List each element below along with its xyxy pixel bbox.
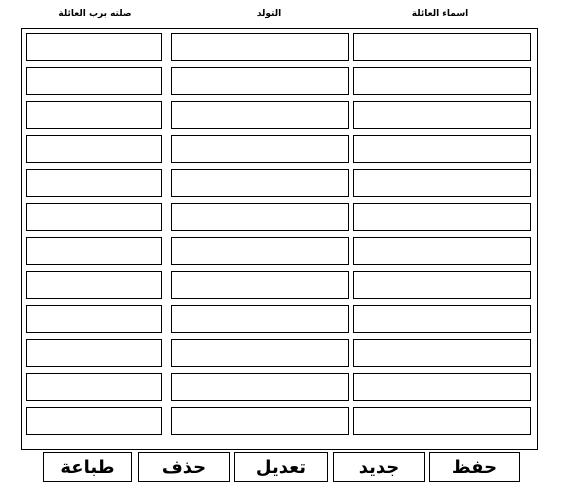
- birth-field[interactable]: [171, 203, 349, 231]
- new-button[interactable]: جديد: [333, 452, 425, 482]
- column-header-relation: صلته برب العائلة: [58, 9, 132, 19]
- birth-field[interactable]: [171, 339, 349, 367]
- table-row: [22, 165, 537, 199]
- table-row: [22, 233, 537, 267]
- birth-field[interactable]: [171, 135, 349, 163]
- table-row: [22, 267, 537, 301]
- name-field[interactable]: [353, 271, 531, 299]
- table-row: [22, 335, 537, 369]
- name-field[interactable]: [353, 135, 531, 163]
- column-header-names: اسماء العائلة: [411, 9, 469, 19]
- edit-button[interactable]: تعديل: [234, 452, 328, 482]
- table-row: [22, 97, 537, 131]
- birth-field[interactable]: [171, 67, 349, 95]
- relation-field[interactable]: [26, 101, 162, 129]
- relation-field[interactable]: [26, 237, 162, 265]
- table-row: [22, 199, 537, 233]
- relation-field[interactable]: [26, 305, 162, 333]
- name-field[interactable]: [353, 169, 531, 197]
- table-row: [22, 131, 537, 165]
- relation-field[interactable]: [26, 169, 162, 197]
- birth-field[interactable]: [171, 305, 349, 333]
- relation-field[interactable]: [26, 271, 162, 299]
- relation-field[interactable]: [26, 339, 162, 367]
- birth-field[interactable]: [171, 407, 349, 435]
- birth-field[interactable]: [171, 271, 349, 299]
- relation-field[interactable]: [26, 203, 162, 231]
- birth-field[interactable]: [171, 373, 349, 401]
- family-members-table: [21, 28, 538, 450]
- birth-field[interactable]: [171, 237, 349, 265]
- name-field[interactable]: [353, 373, 531, 401]
- delete-button[interactable]: حذف: [138, 452, 230, 482]
- column-header-birth: التولد: [256, 9, 282, 19]
- relation-field[interactable]: [26, 67, 162, 95]
- name-field[interactable]: [353, 67, 531, 95]
- name-field[interactable]: [353, 339, 531, 367]
- table-row: [22, 403, 537, 437]
- relation-field[interactable]: [26, 135, 162, 163]
- print-button[interactable]: طباعة: [43, 452, 132, 482]
- name-field[interactable]: [353, 33, 531, 61]
- relation-field[interactable]: [26, 373, 162, 401]
- table-row: [22, 369, 537, 403]
- birth-field[interactable]: [171, 101, 349, 129]
- name-field[interactable]: [353, 407, 531, 435]
- name-field[interactable]: [353, 237, 531, 265]
- table-row: [22, 63, 537, 97]
- table-row: [22, 29, 537, 63]
- relation-field[interactable]: [26, 33, 162, 61]
- save-button[interactable]: حفظ: [429, 452, 520, 482]
- name-field[interactable]: [353, 305, 531, 333]
- relation-field[interactable]: [26, 407, 162, 435]
- table-row: [22, 301, 537, 335]
- name-field[interactable]: [353, 203, 531, 231]
- birth-field[interactable]: [171, 169, 349, 197]
- name-field[interactable]: [353, 101, 531, 129]
- birth-field[interactable]: [171, 33, 349, 61]
